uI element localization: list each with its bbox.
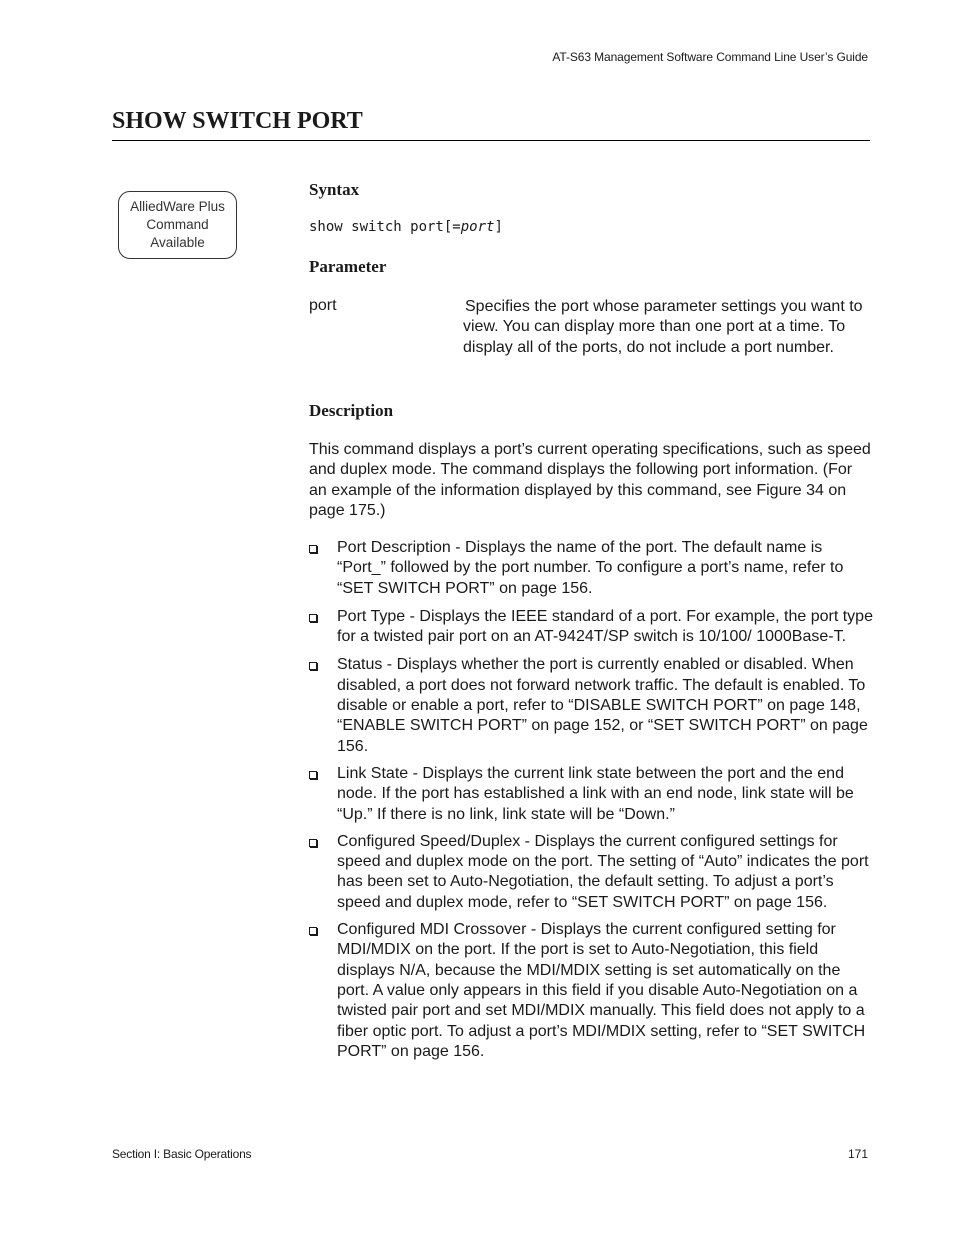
parameter-description: Specifies the port whose parameter settings you want to view. You can display more than one port at a time. To display all of the ports, do not include a port number. xyxy=(463,298,863,356)
syntax-command xyxy=(309,219,503,235)
title-rule xyxy=(112,140,870,141)
running-header: AT-S63 Management Software Command Line User’s Guide xyxy=(552,50,868,64)
list-item xyxy=(309,607,874,648)
checkbox-bullet-icon xyxy=(309,927,317,935)
list-item-text: Status - Displays whether the port is currently enabled or disabled. When disabled, a port does not forward network traffic. The default is enabled. To disable or enable a port, refer to “DISABLE SWITCH PORT” on page 148, “ENABLE SWITCH PORT” on page 152, or “SET SWITCH PORT” on page 156. xyxy=(337,656,868,755)
list-item-text: Configured MDI Crossover - Displays the current configured setting for MDI/MDIX on the port. If the port is set to Auto-Negotiation, this field displays N/A, because the MDI/MDIX setting is set automatically on the port. A value only appears in this field if you disable Auto-Negotiation on a twisted pair port and set MDI/MDIX manually. This field does not apply to a fiber optic port. To adjust a port’s MDI/MDIX setting, refer to “SET SWITCH PORT” on page 156. xyxy=(337,921,866,1060)
list-item-text: Port Description - Displays the name of the port. The default name is “Port_” followed by the port number. To configure a port’s name, refer to “SET SWITCH PORT” on page 156. xyxy=(337,539,844,597)
description-heading: Description xyxy=(309,401,394,420)
alliedware-plus-badge xyxy=(118,191,237,259)
footer-page-number: 171 xyxy=(847,1147,868,1161)
parameter-heading: Parameter xyxy=(309,257,387,276)
list-item-text: Link State - Displays the current link state between the port and the end node. If the port has established a link with an end node, link state will be “Up.” If there is no link, link state will be “Down.” xyxy=(337,764,854,823)
syntax-command-prefix: show switch port[= xyxy=(309,219,461,235)
list-item-text: Configured Speed/Duplex - Displays the current configured settings for speed and duplex mode on the port. The setting of “Auto” indicates the port has been set to Auto-Negotiation, the default setting. To adjust a port’s speed and duplex mode, refer to “SET SWITCH PORT” on page 156. xyxy=(337,832,869,911)
field-list xyxy=(309,538,874,1062)
badge-line: Command xyxy=(146,217,209,232)
list-item xyxy=(309,920,874,1062)
syntax-command-suffix: ] xyxy=(494,219,503,235)
syntax-command-param: port xyxy=(460,219,495,235)
description-paragraph: This command displays a port’s current operating specifications, such as speed and duplex mode. The command displays the following port information. (For an example of the information displayed by this command, see Figure 34 on page 175.) xyxy=(309,441,871,519)
checkbox-bullet-icon xyxy=(309,662,317,670)
checkbox-bullet-icon xyxy=(309,545,317,553)
list-item xyxy=(309,764,874,825)
syntax-heading: Syntax xyxy=(309,180,360,199)
list-item xyxy=(309,832,874,913)
checkbox-bullet-icon xyxy=(309,839,317,847)
footer-section: Section I: Basic Operations xyxy=(112,1147,252,1161)
badge-line: AlliedWare Plus xyxy=(130,199,225,214)
checkbox-bullet-icon xyxy=(309,614,317,622)
badge-line: Available xyxy=(150,235,205,250)
list-item xyxy=(309,538,874,599)
page-title: SHOW SWITCH PORT xyxy=(112,108,363,134)
list-item-text: Port Type - Displays the IEEE standard of a port. For example, the port type for a twisted pair port on an AT-9424T/SP switch is 10/100/ 1000Base-T. xyxy=(337,607,873,646)
checkbox-bullet-icon xyxy=(309,771,317,779)
parameter-name: port xyxy=(309,297,337,314)
list-item xyxy=(309,655,874,756)
